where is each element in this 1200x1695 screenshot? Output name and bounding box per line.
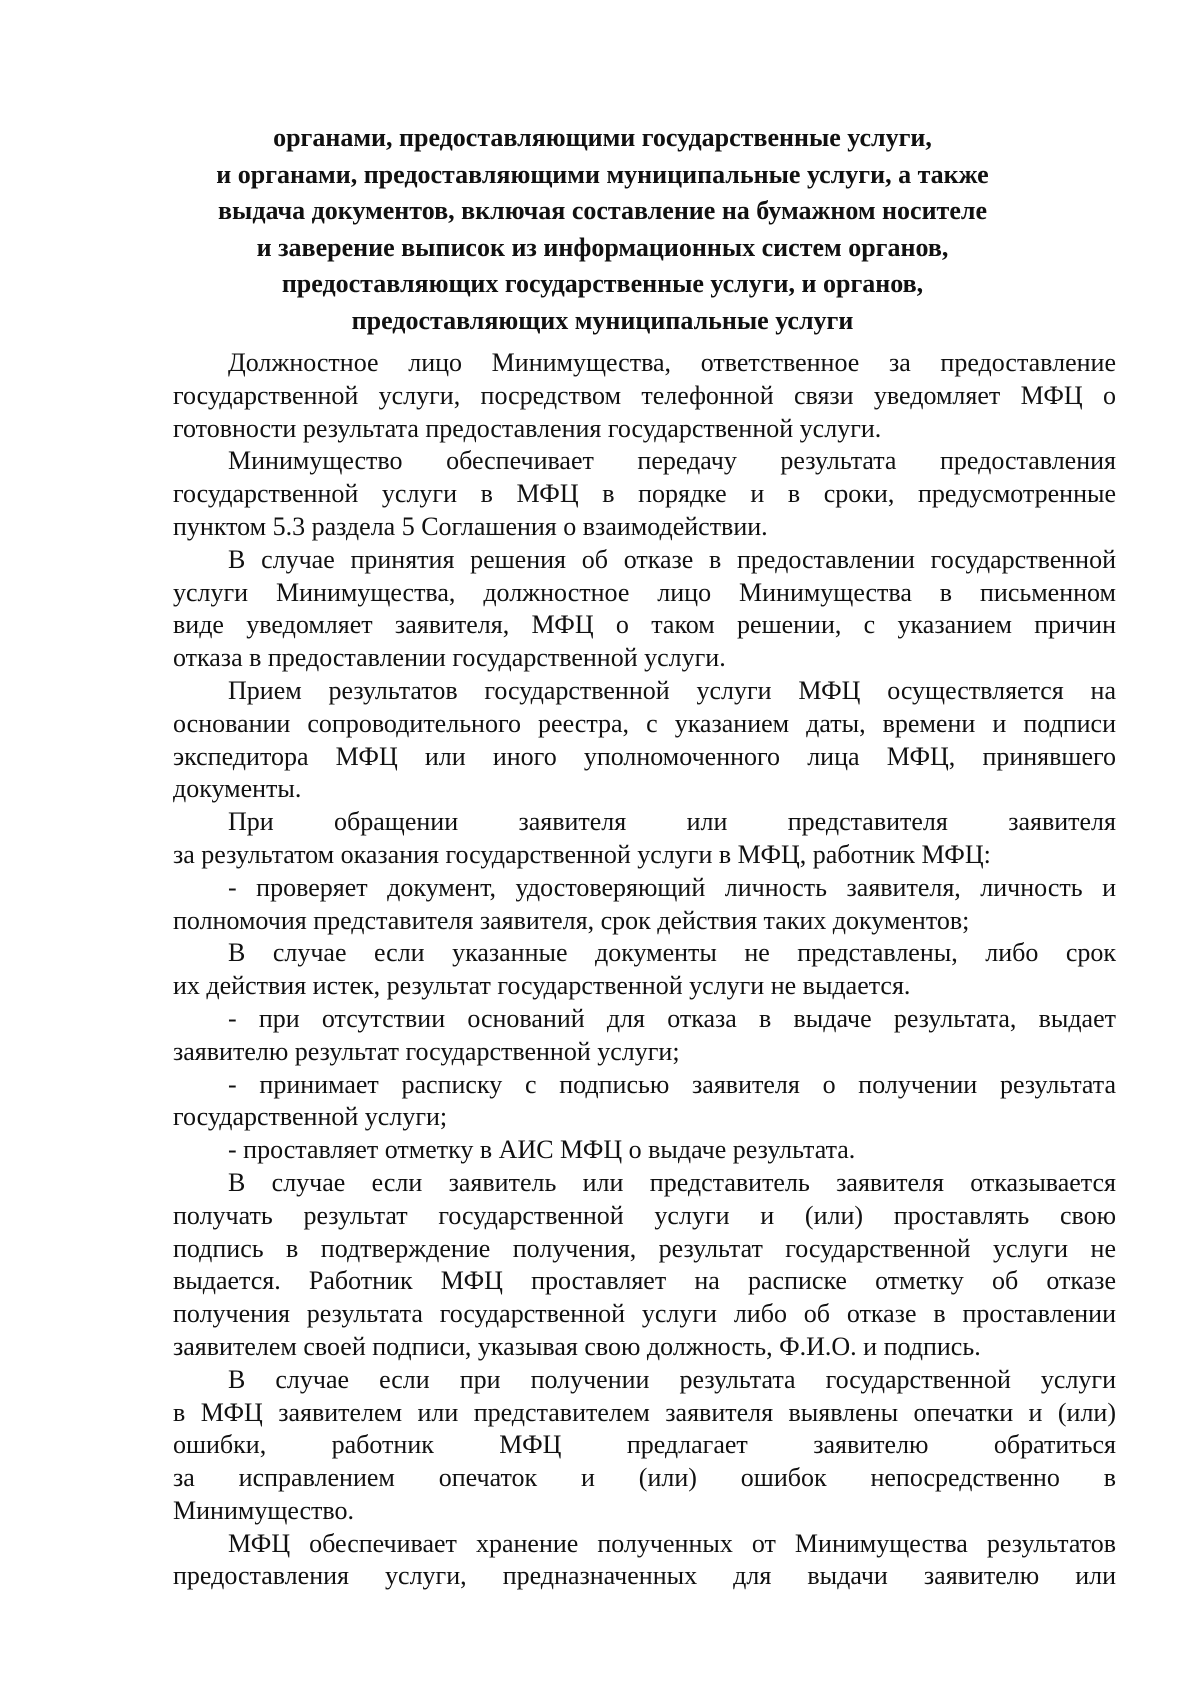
paragraph-line: основании сопроводительного реестра, с указанием даты, времени и подписи (173, 708, 1116, 738)
paragraph-line: полномочия представителя заявителя, срок действия таких документов; (173, 905, 970, 935)
paragraph-line: виде уведомляет заявителя, МФЦ о таком решении, с указанием причин (173, 610, 1116, 640)
paragraph-line: подпись в подтверждение получения, результат государственной услуги не (173, 1233, 1116, 1263)
paragraph (173, 806, 1116, 872)
paragraph-line: В случае если при получении результата государственной услуги (228, 1364, 1116, 1394)
document-body (173, 347, 1116, 1593)
paragraph-line: - проверяет документ, удостоверяющий личность заявителя, личность и (228, 872, 1116, 902)
paragraph (173, 872, 1116, 938)
paragraph-line: Должностное лицо Минимущества, ответственное за предоставление (228, 348, 1116, 377)
paragraph-line: государственной услуги; (173, 1102, 448, 1132)
paragraph-line: получать результат государственной услуги и (или) проставлять свою (173, 1200, 1116, 1230)
heading-line: выдача документов, включая составление на бумажном носителе (218, 196, 987, 225)
paragraph (173, 1167, 1116, 1364)
paragraph-line: экспедитора МФЦ или иного уполномоченного лица МФЦ, принявшего (173, 741, 1116, 771)
paragraph-line: Минимущество. (173, 1495, 355, 1525)
paragraph-line: за результатом оказания государственной услуги в МФЦ, работник МФЦ: (173, 839, 991, 869)
paragraph-line: пунктом 5.3 раздела 5 Соглашения о взаимодействии. (173, 511, 768, 541)
paragraph (173, 1003, 1116, 1069)
paragraph-line: заявителем своей подписи, указывая свою должность, Ф.И.О. и подпись. (173, 1331, 981, 1361)
paragraph-line: предоставления услуги, предназначенных для выдачи заявителю или (173, 1561, 1116, 1591)
paragraph-line: Минимущество обеспечивает передачу результата предоставления (228, 446, 1116, 476)
heading-line: предоставляющих государственные услуги, и органов, (281, 269, 924, 298)
paragraph-line: При обращении заявителя или представителя заявителя (228, 807, 1116, 837)
paragraph-line: ошибки, работник МФЦ предлагает заявителю обратиться (173, 1430, 1116, 1460)
paragraph-line: - при отсутствии оснований для отказа в выдаче результата, выдает (228, 1003, 1116, 1033)
paragraph-line: готовности результата предоставления государственной услуги. (173, 413, 882, 443)
heading-line: и органами, предоставляющими муниципальные услуги, а также (216, 159, 989, 189)
paragraph (173, 1134, 1116, 1167)
paragraph-line: отказа в предоставлении государственной услуги. (173, 643, 726, 673)
paragraph-line: их действия истек, результат государственной услуги не выдается. (173, 971, 911, 1001)
paragraph (173, 937, 1116, 1003)
paragraph (173, 675, 1116, 806)
paragraph-line: выдается. Работник МФЦ проставляет на расписке отметку об отказе (173, 1266, 1116, 1296)
paragraph-line: получения результата государственной услуги либо об отказе в проставлении (173, 1299, 1116, 1329)
paragraph (173, 347, 1116, 445)
paragraph (173, 1069, 1116, 1135)
paragraph (173, 1364, 1116, 1528)
paragraph-line: - проставляет отметку в АИС МФЦ о выдаче результата. (228, 1135, 856, 1165)
paragraph-line: в МФЦ заявителем или представителем заявителя выявлены опечатки и (или) (173, 1397, 1116, 1427)
paragraph-line: - принимает расписку с подписью заявителя о получении результата (228, 1069, 1116, 1099)
paragraph-line: государственной услуги в МФЦ в порядке и в сроки, предусмотренные (173, 479, 1116, 509)
paragraph-line: МФЦ обеспечивает хранение полученных от Минимущества результатов (228, 1528, 1116, 1558)
paragraph-line: В случае если заявитель или представитель заявителя отказывается (228, 1167, 1116, 1197)
paragraph-line: В случае если указанные документы не представлены, либо срок (228, 938, 1116, 968)
paragraph-line: за исправлением опечаток и (или) ошибок непосредственно в (173, 1463, 1116, 1493)
section-heading (150, 120, 1055, 339)
paragraph (173, 1528, 1116, 1594)
heading-line: и заверение выписок из информационных систем органов, (256, 232, 949, 262)
paragraph-line: Прием результатов государственной услуги МФЦ осуществляется на (228, 675, 1116, 705)
paragraph (173, 544, 1116, 675)
paragraph-line: заявителю результат государственной услуги; (173, 1036, 680, 1066)
paragraph-line: В случае принятия решения об отказе в предоставлении государственной (228, 544, 1116, 574)
paragraph (173, 445, 1116, 543)
paragraph-line: услуги Минимущества, должностное лицо Минимущества в письменном (173, 577, 1116, 607)
heading-line: предоставляющих муниципальные услуги (351, 305, 854, 335)
heading-line: органами, предоставляющими государственные услуги, (273, 123, 932, 152)
paragraph-line: документы. (173, 774, 302, 804)
paragraph-line: государственной услуги, посредством телефонной связи уведомляет МФЦ о (173, 380, 1116, 410)
